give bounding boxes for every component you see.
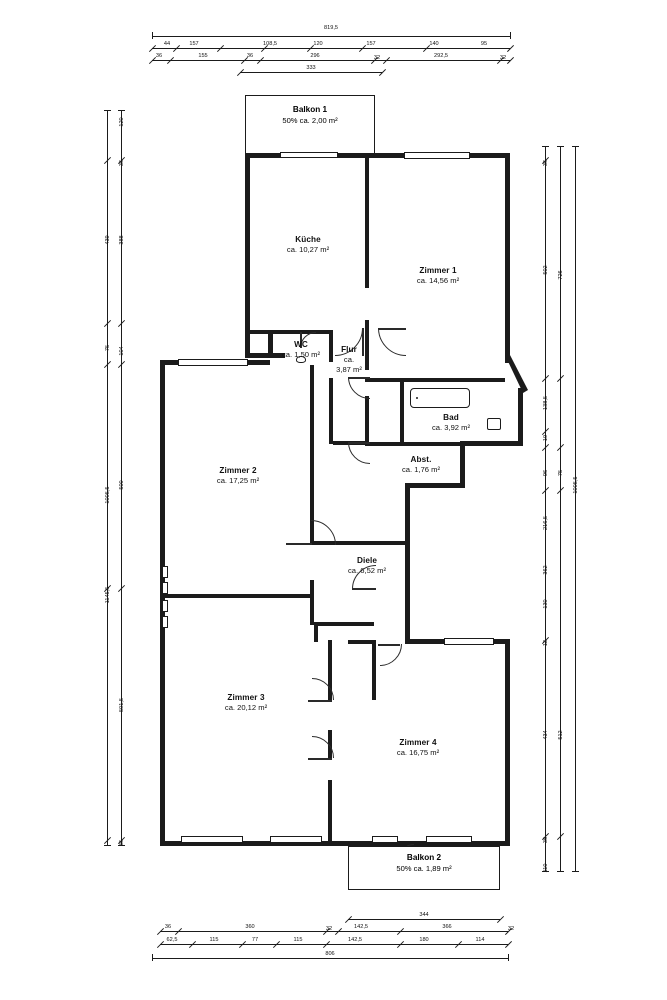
dim-tick: [542, 146, 549, 147]
room-zimmer2: [186, 466, 290, 486]
wall-bad-left: [400, 378, 404, 444]
wall-right-upper: [505, 153, 510, 363]
door-leaf-zimmer4: [378, 644, 400, 646]
dim-left-120: 120: [119, 117, 125, 127]
dim-left-75: 75: [105, 344, 111, 352]
dim-bottom-3-v1: 115: [209, 937, 219, 943]
dim-left-439: 439: [105, 235, 111, 245]
dim-slash: [505, 941, 512, 948]
dim-right-726: 726: [558, 270, 564, 280]
room-bad-name: Bad: [443, 413, 459, 422]
dim-top-2-v4: 157: [366, 41, 376, 47]
dim-top-3-v5: 292,5: [434, 53, 448, 59]
wall-diele-bottom: [314, 622, 374, 626]
dim-tick: [104, 110, 111, 111]
door-leaf-zimmer1: [378, 328, 406, 330]
room-zimmer1-area: ca. 14,56 m²: [416, 276, 460, 286]
wall-zimmer2-right2: [310, 580, 314, 625]
dim-bottom-3-v0: 62,5: [166, 937, 178, 943]
wall-zimmer2-bottom: [165, 594, 313, 598]
dim-left-500: 500: [119, 480, 125, 490]
wall-wc-top: [245, 330, 333, 334]
dim-tick: [572, 871, 579, 872]
dim-tick: [152, 954, 153, 961]
window-zimmer2-left-3: [162, 582, 168, 594]
dim-left-36a: 36: [119, 159, 125, 167]
dim-left-1145: 1145,5: [105, 586, 111, 604]
dim-right-36a: 36: [543, 159, 549, 167]
room-kueche-name: Küche: [295, 235, 321, 244]
room-diele: [327, 556, 407, 576]
dim-tick: [510, 32, 511, 39]
door-leaf-diele-flur: [352, 588, 376, 590]
door-leaf-zimmer2: [286, 543, 312, 545]
dim-top-2-v5: 140: [429, 41, 439, 47]
dim-top-3-v3: 296: [310, 53, 320, 59]
dim-top-2-v0: 44: [163, 41, 171, 47]
window-bottom-3: [372, 836, 398, 843]
wall-right-lower: [505, 639, 510, 846]
room-zimmer4-area: ca. 16,75 m²: [396, 748, 440, 758]
dim-top-2-v3: 120: [313, 41, 323, 47]
dim-right-36b: 36: [543, 836, 549, 844]
dim-top-3-line: [152, 60, 510, 61]
dim-right-502: 502: [543, 265, 549, 275]
wall-abst-top: [365, 442, 463, 446]
door-leaf-bad: [348, 377, 370, 379]
room-diele-area: ca. 6,52 m²: [348, 566, 386, 576]
dim-bottom-2-v1: 360: [245, 924, 255, 930]
dim-bottom-1-line: [348, 919, 500, 920]
dim-top-3-v0: 36: [155, 53, 163, 59]
dim-right-12: 12: [543, 639, 549, 647]
dim-tick: [572, 146, 579, 147]
dim-top-3-v1: 155: [198, 53, 208, 59]
room-zimmer2-area: ca. 17,25 m²: [216, 476, 260, 486]
room-flur-area-1: ca.: [343, 355, 355, 365]
room-zimmer3: [194, 693, 298, 713]
dim-bottom-3-v4: 142,5: [348, 937, 362, 943]
dim-bottom-2-v4: 366: [442, 924, 452, 930]
room-zimmer3-name: Zimmer 3: [227, 693, 265, 702]
dim-slash: [379, 69, 386, 76]
room-zimmer4: [366, 738, 470, 758]
dim-left-1005: 1005,5: [105, 486, 111, 504]
dim-top-2-v2: 108,5: [263, 41, 277, 47]
dim-top-2-v1: 157: [189, 41, 199, 47]
window-zimmer2-left-1: [178, 359, 248, 366]
wall-abst-bottom: [405, 483, 465, 488]
dim-bottom-344: 344: [419, 912, 429, 918]
dim-slash: [507, 45, 514, 52]
window-zimmer4-top: [444, 638, 494, 645]
dim-right-434: 434: [543, 730, 549, 740]
dim-left-104: 104: [119, 346, 125, 356]
dim-bottom-806: 806: [325, 951, 335, 957]
room-kueche: [258, 235, 358, 255]
dim-right-2165: 216,5: [543, 516, 549, 530]
dim-top-3-v2: 36: [246, 53, 254, 59]
room-zimmer1-name: Zimmer 1: [419, 266, 457, 275]
dim-bottom-4-line: [152, 958, 508, 959]
dim-top-4-v0: 333: [306, 65, 316, 71]
wall-left-upper: [245, 153, 250, 358]
dim-slash: [497, 916, 504, 923]
balkon-1-label: Balkon 1: [292, 105, 328, 114]
dim-top-3-v6: 32: [499, 55, 507, 61]
window-zimmer1-top: [404, 152, 470, 159]
room-flur-name: Flur: [341, 345, 357, 354]
room-zimmer4-name: Zimmer 4: [399, 738, 437, 747]
dim-bottom-3-v3: 115: [293, 937, 303, 943]
balkon-1: [245, 95, 375, 157]
dim-left-388: 388: [119, 235, 125, 245]
window-zimmer3-left-2: [162, 616, 168, 628]
room-flur: [328, 345, 370, 374]
room-wc-name: WC: [294, 340, 308, 349]
wall-zimmer2-right: [310, 365, 314, 545]
dim-left-36b: 36: [119, 839, 125, 847]
wall-abst-right: [460, 441, 465, 487]
room-wc: [272, 340, 330, 360]
window-bottom-1: [181, 836, 243, 843]
room-abst: [382, 455, 460, 475]
room-flur-area-2: 3,87 m²: [336, 364, 362, 374]
wall-right-bad: [518, 388, 523, 446]
dim-top-overall: 819,5: [324, 25, 338, 31]
dim-bottom-3-v5: 180: [419, 937, 429, 943]
dim-bottom-2-v5: 32: [507, 926, 515, 932]
wall-bad-bottom: [460, 441, 522, 446]
dim-bottom-2-v3: 142,5: [354, 924, 368, 930]
wall-flur-left2: [329, 378, 333, 444]
wall-kueche-right2: [365, 320, 369, 334]
door-leaf-abst: [348, 442, 370, 444]
dim-bottom-3-v6: 114: [475, 937, 485, 943]
wall-zimmer3-right3: [328, 780, 332, 842]
dim-right-362: 362: [543, 565, 549, 575]
window-balkon1-door: [280, 152, 338, 158]
wall-stub-1: [314, 622, 318, 642]
door-leaf-zimmer3-b: [308, 758, 332, 760]
room-abst-name: Abst.: [410, 455, 432, 464]
room-zimmer1: [386, 266, 490, 286]
window-zimmer2-left-2: [162, 566, 168, 578]
dim-top-2-line: [152, 48, 510, 49]
dim-right-1005: 1005,5: [573, 476, 579, 494]
room-bad-area: ca. 3,92 m²: [432, 423, 470, 433]
tub-drain-icon: [416, 397, 418, 399]
balkon-2-area: 50% ca. 1,89 m²: [396, 864, 452, 873]
window-bottom-2: [270, 836, 322, 843]
dim-bottom-2-v2: 32: [325, 926, 333, 932]
room-zimmer2-name: Zimmer 2: [219, 466, 257, 475]
dim-top-4-line: [240, 72, 382, 73]
bathtub: [410, 388, 470, 408]
dim-tick: [104, 845, 111, 846]
room-kueche-area: ca. 10,27 m²: [286, 245, 330, 255]
dim-right-96: 96: [543, 469, 549, 477]
wall-kueche-right: [365, 158, 369, 288]
dim-tick: [152, 32, 153, 39]
window-bottom-4: [426, 836, 472, 843]
room-bad: [404, 413, 498, 433]
dim-tick: [508, 954, 509, 961]
balkon-1-area: 50% ca. 2,00 m²: [282, 116, 338, 125]
dim-left-5015: 501,5: [119, 698, 125, 712]
dim-right-19: 19: [543, 434, 549, 442]
wall-flur-right2: [365, 396, 369, 444]
door-leaf-zimmer3-a: [308, 700, 332, 702]
dim-right-75: 75: [558, 469, 564, 477]
wall-stub-2: [348, 640, 376, 644]
dim-right-130: 130: [543, 599, 549, 609]
balkon-2: [348, 846, 500, 890]
dim-right-512: 512: [558, 730, 564, 740]
room-diele-name: Diele: [356, 556, 378, 565]
dim-top-2-v6: 95: [480, 41, 488, 47]
dim-right-1385: 138,5: [543, 396, 549, 410]
dim-tick: [557, 146, 564, 147]
room-wc-area: ca. 1,50 m²: [282, 350, 320, 360]
window-zimmer3-left-1: [162, 600, 168, 612]
dim-right-110: 110: [543, 863, 549, 873]
dim-tick: [557, 871, 564, 872]
dim-top-3-v4: 32: [373, 55, 381, 61]
wall-zimmer4-left: [372, 644, 376, 700]
dim-bottom-2-v0: 36: [164, 924, 172, 930]
wall-bad-top: [365, 378, 505, 382]
room-zimmer3-area: ca. 20,12 m²: [224, 703, 268, 713]
dim-bottom-3-v2: 77: [251, 937, 259, 943]
room-abst-area: ca. 1,76 m²: [402, 465, 440, 475]
balkon-2-label: Balkon 2: [406, 853, 442, 862]
dim-top-1-line: [152, 36, 510, 37]
